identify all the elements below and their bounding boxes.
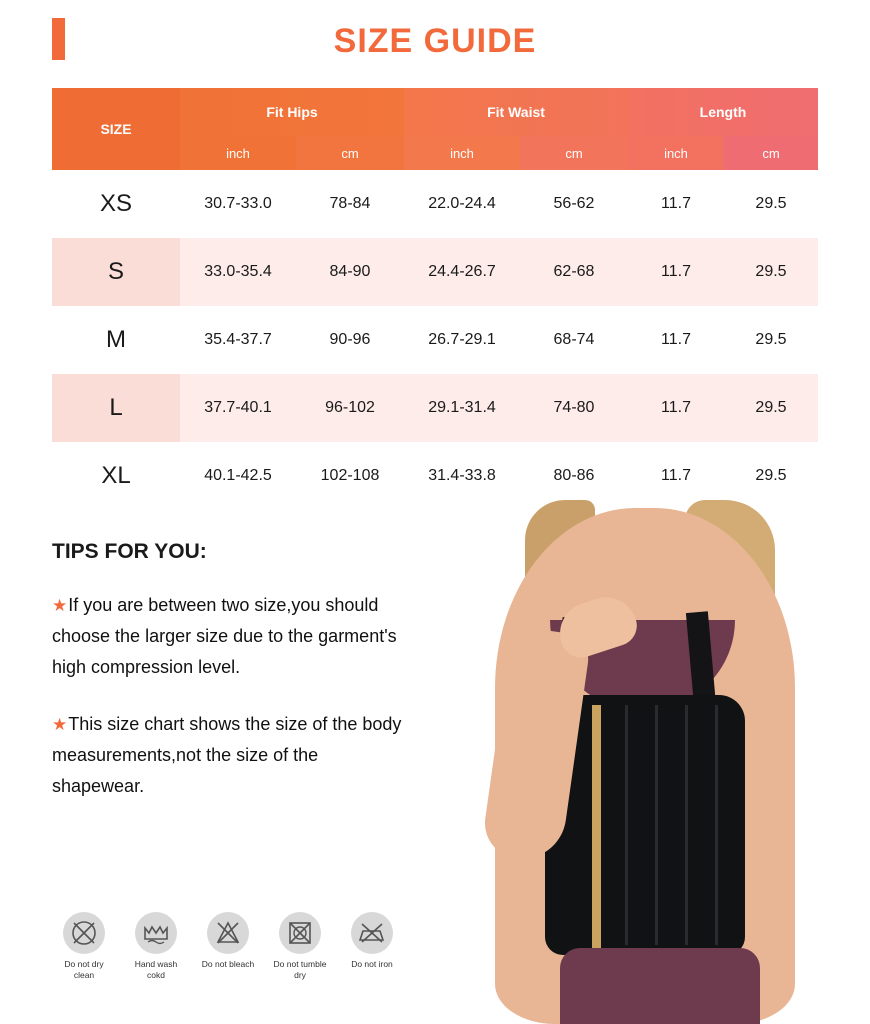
- care-label: Do not tumble dry: [273, 959, 327, 980]
- cell-size: M: [52, 306, 180, 374]
- header-hips-cm: cm: [296, 136, 404, 170]
- cell-length-inch: 11.7: [628, 374, 724, 442]
- cell-hips-cm: 84-90: [296, 238, 404, 306]
- cell-hips-inch: 33.0-35.4: [180, 238, 296, 306]
- tips-section: [52, 540, 412, 828]
- no-dry-clean-icon: [63, 912, 105, 954]
- table-row: [52, 170, 818, 238]
- cell-waist-cm: 74-80: [520, 374, 628, 442]
- care-label: Do not bleach: [201, 959, 255, 969]
- cell-waist-cm: 56-62: [553, 195, 595, 212]
- table-row: [52, 238, 818, 306]
- cell-length-inch: 11.7: [661, 467, 691, 484]
- page-header: [0, 0, 870, 86]
- size-table: [52, 88, 818, 510]
- care-label: Do not dry clean: [64, 959, 104, 980]
- tip-text: This size chart shows the size of the body measurements,not the size of the shapewear.: [52, 714, 402, 796]
- no-bleach-icon: [207, 912, 249, 954]
- header-size: SIZE: [52, 88, 180, 170]
- header-fit-hips: Fit Hips: [180, 88, 404, 136]
- size-table-wrapper: [52, 88, 818, 510]
- care-item: [200, 912, 256, 981]
- cell-waist-cm: 62-68: [520, 238, 628, 306]
- tips-title: TIPS FOR YOU:: [52, 540, 207, 563]
- cell-length-inch: 11.7: [661, 195, 691, 212]
- cell-length-cm: 29.5: [755, 331, 787, 348]
- header-hips-inch: inch: [180, 136, 296, 170]
- cell-length-cm: 29.5: [724, 374, 818, 442]
- header-waist-cm: cm: [520, 136, 628, 170]
- cell-hips-cm: 78-84: [329, 195, 371, 212]
- cell-hips-cm: 96-102: [296, 374, 404, 442]
- cell-waist-inch: 31.4-33.8: [428, 467, 496, 484]
- no-tumble-dry-icon: [279, 912, 321, 954]
- header-length: Length: [628, 88, 818, 136]
- table-row: [52, 306, 818, 374]
- cell-hips-inch: 35.4-37.7: [204, 331, 272, 348]
- star-icon: ★: [52, 715, 68, 734]
- care-item: [128, 912, 184, 981]
- table-group-header-row: [52, 88, 818, 136]
- cell-hips-inch: 37.7-40.1: [180, 374, 296, 442]
- cell-size: L: [52, 374, 180, 442]
- header-waist-inch: inch: [404, 136, 520, 170]
- star-icon: ★: [52, 596, 68, 615]
- cell-size: S: [52, 238, 180, 306]
- cell-length-inch: 11.7: [628, 238, 724, 306]
- no-iron-icon: [351, 912, 393, 954]
- cell-hips-inch: 30.7-33.0: [204, 195, 272, 212]
- header-length-inch: inch: [628, 136, 724, 170]
- page-title: SIZE GUIDE: [333, 22, 537, 60]
- cell-waist-inch: 29.1-31.4: [404, 374, 520, 442]
- tip-item: [52, 590, 412, 683]
- cell-waist-inch: 26.7-29.1: [428, 331, 496, 348]
- care-item: [56, 912, 112, 981]
- hand-wash-icon: [135, 912, 177, 954]
- cell-hips-cm: 102-108: [320, 467, 380, 484]
- cell-waist-inch: 22.0-24.4: [428, 195, 496, 212]
- care-instructions: [56, 912, 406, 981]
- cell-hips-inch: 40.1-42.5: [204, 467, 272, 484]
- cell-waist-inch: 24.4-26.7: [404, 238, 520, 306]
- care-label: Hand wash cokd: [134, 959, 178, 980]
- cell-waist-cm: 68-74: [553, 331, 595, 348]
- cell-size: XL: [52, 442, 180, 510]
- header-length-cm: cm: [724, 136, 818, 170]
- cell-length-inch: 11.7: [661, 331, 691, 348]
- cell-length-cm: 29.5: [724, 238, 818, 306]
- cell-hips-cm: 90-96: [329, 331, 371, 348]
- care-item: [344, 912, 400, 981]
- header-fit-waist: Fit Waist: [404, 88, 628, 136]
- cell-waist-cm: 80-86: [553, 467, 595, 484]
- care-item: [272, 912, 328, 981]
- cell-size: XS: [52, 170, 180, 238]
- care-label: Do not iron: [351, 959, 393, 969]
- tip-text: If you are between two size,you should choose the larger size due to the garment's high compression level.: [52, 595, 397, 677]
- cell-length-cm: 29.5: [755, 195, 787, 212]
- tip-item: [52, 709, 412, 802]
- product-photo: [440, 500, 870, 1024]
- table-row: [52, 374, 818, 442]
- cell-length-cm: 29.5: [755, 467, 787, 484]
